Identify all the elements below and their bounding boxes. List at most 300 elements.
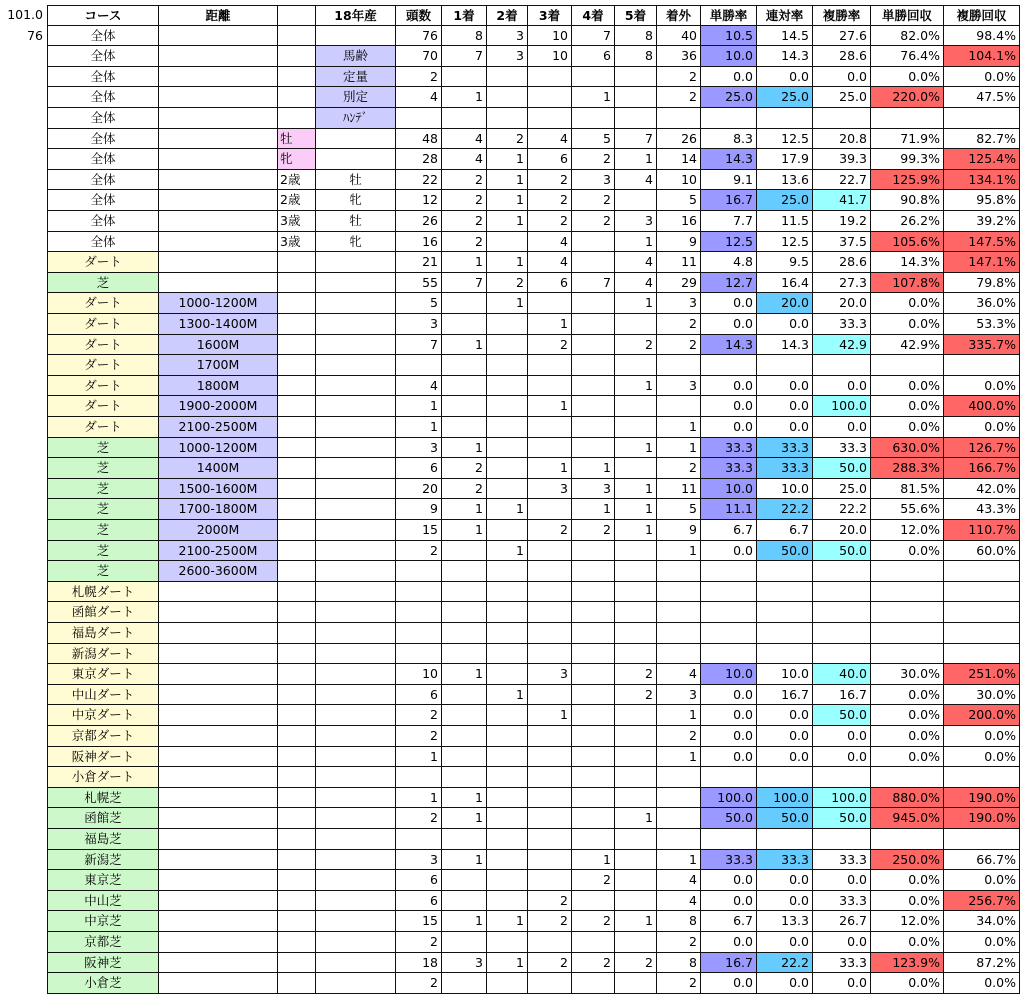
cell-c4 <box>572 293 615 314</box>
cell-ren: 9.5 <box>757 252 813 273</box>
cell-fret <box>944 829 1020 850</box>
cell-fret: 82.7% <box>944 129 1020 150</box>
cell-c4 <box>572 932 615 953</box>
cell-ren <box>757 355 813 376</box>
cell-fuku: 0.0 <box>813 870 871 891</box>
header-out: 着外 <box>657 5 701 26</box>
cell-fret: 147.5% <box>944 232 1020 253</box>
cell-win: 4.8 <box>701 252 757 273</box>
cell-sex: 牝 <box>278 149 316 170</box>
cell-n: 7 <box>396 335 442 356</box>
cell-n: 1 <box>396 747 442 768</box>
cell-c4 <box>572 747 615 768</box>
cell-ren: 20.0 <box>757 293 813 314</box>
cell-c4 <box>572 664 615 685</box>
cell-fuku <box>813 108 871 129</box>
cell-dist: 2600-3600M <box>159 561 278 582</box>
cell-fuku: 33.3 <box>813 850 871 871</box>
cell-sex <box>278 850 316 871</box>
cell-c5 <box>615 87 657 108</box>
cell-win: 0.0 <box>701 417 757 438</box>
cell-c4 <box>572 808 615 829</box>
cell-c3: 6 <box>528 149 572 170</box>
cell-c3 <box>528 67 572 88</box>
cell-c4 <box>572 438 615 459</box>
cell-course: ダート <box>47 376 159 397</box>
cell-wret: 107.8% <box>871 273 944 294</box>
cell-c5 <box>615 417 657 438</box>
cell-c2 <box>487 335 528 356</box>
cell-fret <box>944 561 1020 582</box>
cell-c5: 1 <box>615 808 657 829</box>
table-row <box>0 67 1024 88</box>
cell-c4: 2 <box>572 149 615 170</box>
cell-fret: 43.3% <box>944 499 1020 520</box>
cell-c4 <box>572 726 615 747</box>
cell-sex <box>278 623 316 644</box>
cell-course: 新潟芝 <box>47 850 159 871</box>
cell-fret: 126.7% <box>944 438 1020 459</box>
cell-fret: 60.0% <box>944 541 1020 562</box>
cell-kind <box>316 479 396 500</box>
cell-n: 2 <box>396 541 442 562</box>
cell-wret: 0.0% <box>871 705 944 726</box>
cell-ren: 13.6 <box>757 170 813 191</box>
cell-course: 阪神芝 <box>47 953 159 974</box>
cell-wret: 630.0% <box>871 438 944 459</box>
table-row <box>0 396 1024 417</box>
cell-c3: 2 <box>528 335 572 356</box>
cell-c3: 4 <box>528 129 572 150</box>
cell-c2 <box>487 870 528 891</box>
cell-dist <box>159 705 278 726</box>
cell-c1 <box>442 644 487 665</box>
cell-course: 全体 <box>47 26 159 47</box>
cell-c3 <box>528 417 572 438</box>
cell-out: 8 <box>657 953 701 974</box>
cell-kind <box>316 499 396 520</box>
cell-win: 0.0 <box>701 891 757 912</box>
cell-fuku: 25.0 <box>813 87 871 108</box>
cell-fret: 200.0% <box>944 705 1020 726</box>
cell-dist <box>159 808 278 829</box>
cell-dist <box>159 273 278 294</box>
cell-fuku: 37.5 <box>813 232 871 253</box>
cell-fuku: 100.0 <box>813 788 871 809</box>
cell-ren: 13.3 <box>757 911 813 932</box>
cell-c5: 1 <box>615 293 657 314</box>
cell-fuku: 100.0 <box>813 396 871 417</box>
cell-c2: 1 <box>487 953 528 974</box>
cell-kind <box>316 541 396 562</box>
cell-dist <box>159 26 278 47</box>
cell-ren <box>757 623 813 644</box>
cell-c2: 1 <box>487 911 528 932</box>
cell-kind <box>316 788 396 809</box>
cell-c3 <box>528 438 572 459</box>
cell-n: 26 <box>396 211 442 232</box>
cell-course: 中京ダート <box>47 705 159 726</box>
cell-c3 <box>528 870 572 891</box>
cell-fret: 47.5% <box>944 87 1020 108</box>
cell-c4 <box>572 232 615 253</box>
cell-c3: 3 <box>528 664 572 685</box>
cell-c5: 1 <box>615 520 657 541</box>
cell-c5 <box>615 355 657 376</box>
cell-ren: 0.0 <box>757 67 813 88</box>
cell-c5: 1 <box>615 438 657 459</box>
cell-n: 1 <box>396 788 442 809</box>
cell-fret: 110.7% <box>944 520 1020 541</box>
cell-sex <box>278 335 316 356</box>
cell-c5 <box>615 788 657 809</box>
cell-c1: 3 <box>442 953 487 974</box>
cell-c2 <box>487 747 528 768</box>
header-sex <box>278 5 316 26</box>
cell-course: 全体 <box>47 232 159 253</box>
cell-course: 福島ダート <box>47 623 159 644</box>
cell-wret: 0.0% <box>871 870 944 891</box>
cell-c1 <box>442 602 487 623</box>
cell-wret: 0.0% <box>871 685 944 706</box>
table-row <box>0 129 1024 150</box>
cell-n <box>396 767 442 788</box>
cell-n: 1 <box>396 417 442 438</box>
cell-kind <box>316 314 396 335</box>
cell-ren: 100.0 <box>757 788 813 809</box>
cell-kind: ﾊﾝﾃﾞ <box>316 108 396 129</box>
cell-out: 16 <box>657 211 701 232</box>
cell-c4 <box>572 314 615 335</box>
cell-win <box>701 767 757 788</box>
cell-win: 0.0 <box>701 685 757 706</box>
cell-win: 14.3 <box>701 335 757 356</box>
cell-kind <box>316 520 396 541</box>
cell-win: 0.0 <box>701 726 757 747</box>
cell-dist <box>159 767 278 788</box>
cell-kind: 馬齢 <box>316 46 396 67</box>
cell-c3: 4 <box>528 232 572 253</box>
cell-wret: 14.3% <box>871 252 944 273</box>
cell-c3 <box>528 355 572 376</box>
cell-fuku: 0.0 <box>813 973 871 994</box>
cell-fuku: 27.6 <box>813 26 871 47</box>
cell-fret: 95.8% <box>944 190 1020 211</box>
cell-fuku: 50.0 <box>813 705 871 726</box>
cell-c1 <box>442 623 487 644</box>
cell-out: 3 <box>657 685 701 706</box>
cell-c2: 2 <box>487 129 528 150</box>
cell-out: 9 <box>657 520 701 541</box>
cell-c5: 2 <box>615 685 657 706</box>
cell-kind <box>316 129 396 150</box>
cell-dist: 1000-1200M <box>159 438 278 459</box>
cell-wret: 12.0% <box>871 911 944 932</box>
table-row <box>0 479 1024 500</box>
cell-c1: 2 <box>442 170 487 191</box>
cell-course: 小倉ダート <box>47 767 159 788</box>
cell-n: 5 <box>396 293 442 314</box>
cell-n: 3 <box>396 314 442 335</box>
cell-kind <box>316 623 396 644</box>
cell-c5: 1 <box>615 232 657 253</box>
cell-dist <box>159 829 278 850</box>
cell-win: 33.3 <box>701 850 757 871</box>
cell-dist <box>159 953 278 974</box>
cell-ren <box>757 561 813 582</box>
table-row <box>0 582 1024 603</box>
cell-sex <box>278 376 316 397</box>
cell-fret: 0.0% <box>944 932 1020 953</box>
cell-kind <box>316 911 396 932</box>
cell-fuku <box>813 355 871 376</box>
cell-kind <box>316 376 396 397</box>
cell-c1 <box>442 685 487 706</box>
cell-course: ダート <box>47 396 159 417</box>
cell-ren: 12.5 <box>757 232 813 253</box>
cell-c4: 1 <box>572 850 615 871</box>
cell-c3: 2 <box>528 953 572 974</box>
cell-sex <box>278 293 316 314</box>
cell-wret: 55.6% <box>871 499 944 520</box>
cell-wret: 82.0% <box>871 26 944 47</box>
cell-c3: 2 <box>528 170 572 191</box>
cell-course: 全体 <box>47 129 159 150</box>
table-row <box>0 685 1024 706</box>
cell-kind <box>316 664 396 685</box>
cell-course: 全体 <box>47 211 159 232</box>
cell-fuku: 0.0 <box>813 376 871 397</box>
table-row <box>0 953 1024 974</box>
cell-c2 <box>487 376 528 397</box>
cell-win <box>701 602 757 623</box>
cell-c5 <box>615 705 657 726</box>
cell-fret: 256.7% <box>944 891 1020 912</box>
cell-fuku: 50.0 <box>813 808 871 829</box>
cell-sex <box>278 67 316 88</box>
cell-n: 9 <box>396 499 442 520</box>
cell-wret: 0.0% <box>871 541 944 562</box>
cell-sex <box>278 520 316 541</box>
cell-c4 <box>572 891 615 912</box>
cell-out: 11 <box>657 479 701 500</box>
cell-c5: 8 <box>615 26 657 47</box>
cell-kind <box>316 808 396 829</box>
header-n: 頭数 <box>396 5 442 26</box>
cell-kind <box>316 891 396 912</box>
cell-course: 芝 <box>47 273 159 294</box>
cell-c1 <box>442 767 487 788</box>
table-row <box>0 211 1024 232</box>
cell-fuku: 0.0 <box>813 67 871 88</box>
cell-c5: 2 <box>615 335 657 356</box>
cell-sex <box>278 808 316 829</box>
cell-c4: 6 <box>572 46 615 67</box>
cell-fret: 104.1% <box>944 46 1020 67</box>
cell-ren: 0.0 <box>757 891 813 912</box>
cell-kind <box>316 273 396 294</box>
cell-course: 芝 <box>47 438 159 459</box>
cell-wret: 945.0% <box>871 808 944 829</box>
cell-win: 0.0 <box>701 376 757 397</box>
cell-dist <box>159 891 278 912</box>
cell-ren <box>757 582 813 603</box>
cell-win <box>701 108 757 129</box>
cell-n: 20 <box>396 479 442 500</box>
cell-c4 <box>572 335 615 356</box>
cell-out <box>657 623 701 644</box>
cell-c2 <box>487 417 528 438</box>
table-row <box>0 314 1024 335</box>
cell-c4 <box>572 355 615 376</box>
cell-c2 <box>487 108 528 129</box>
cell-c1: 2 <box>442 479 487 500</box>
cell-win: 0.0 <box>701 314 757 335</box>
cell-c4 <box>572 685 615 706</box>
cell-c1 <box>442 870 487 891</box>
cell-c5: 2 <box>615 953 657 974</box>
cell-n: 6 <box>396 870 442 891</box>
table-row <box>0 46 1024 67</box>
cell-c4 <box>572 376 615 397</box>
cell-c1 <box>442 293 487 314</box>
cell-sex <box>278 438 316 459</box>
cell-c1: 2 <box>442 458 487 479</box>
cell-c3 <box>528 808 572 829</box>
cell-c4 <box>572 67 615 88</box>
cell-c1: 1 <box>442 808 487 829</box>
cell-c5 <box>615 932 657 953</box>
cell-course: 芝 <box>47 541 159 562</box>
cell-c4 <box>572 829 615 850</box>
cell-sex <box>278 314 316 335</box>
cell-c1: 4 <box>442 149 487 170</box>
cell-dist: 1800M <box>159 376 278 397</box>
cell-sex: 3歳 <box>278 211 316 232</box>
cell-sex <box>278 705 316 726</box>
cell-ren: 0.0 <box>757 870 813 891</box>
cell-kind <box>316 726 396 747</box>
cell-ren: 33.3 <box>757 458 813 479</box>
cell-win: 0.0 <box>701 293 757 314</box>
cell-fuku <box>813 829 871 850</box>
cell-wret: 90.8% <box>871 190 944 211</box>
table-row <box>0 417 1024 438</box>
cell-wret: 125.9% <box>871 170 944 191</box>
cell-c4 <box>572 252 615 273</box>
cell-c5: 4 <box>615 252 657 273</box>
cell-c5 <box>615 747 657 768</box>
cell-c2: 2 <box>487 273 528 294</box>
cell-fret <box>944 644 1020 665</box>
cell-sex <box>278 273 316 294</box>
cell-c5 <box>615 829 657 850</box>
cell-c4 <box>572 602 615 623</box>
cell-n: 4 <box>396 376 442 397</box>
cell-fuku: 27.3 <box>813 273 871 294</box>
cell-c3 <box>528 541 572 562</box>
cell-wret: 76.4% <box>871 46 944 67</box>
table-row <box>0 932 1024 953</box>
cell-course: 阪神ダート <box>47 747 159 768</box>
cell-n: 12 <box>396 190 442 211</box>
cell-win <box>701 623 757 644</box>
cell-dist <box>159 850 278 871</box>
cell-c3: 1 <box>528 705 572 726</box>
cell-out: 1 <box>657 850 701 871</box>
cell-c4: 2 <box>572 870 615 891</box>
cell-c2 <box>487 67 528 88</box>
cell-ren: 12.5 <box>757 129 813 150</box>
cell-c3: 10 <box>528 26 572 47</box>
cell-ren: 0.0 <box>757 376 813 397</box>
cell-c3: 2 <box>528 891 572 912</box>
cell-out: 5 <box>657 499 701 520</box>
cell-n: 21 <box>396 252 442 273</box>
cell-sex <box>278 479 316 500</box>
cell-fret: 39.2% <box>944 211 1020 232</box>
cell-out: 3 <box>657 293 701 314</box>
table-row <box>0 664 1024 685</box>
cell-fret: 251.0% <box>944 664 1020 685</box>
cell-c4 <box>572 561 615 582</box>
cell-out <box>657 355 701 376</box>
cell-wret <box>871 623 944 644</box>
cell-dist <box>159 211 278 232</box>
cell-ren <box>757 108 813 129</box>
cell-fret: 36.0% <box>944 293 1020 314</box>
cell-sex <box>278 46 316 67</box>
cell-kind <box>316 685 396 706</box>
cell-dist <box>159 726 278 747</box>
cell-c4 <box>572 541 615 562</box>
cell-fret <box>944 108 1020 129</box>
cell-dist <box>159 46 278 67</box>
cell-n <box>396 582 442 603</box>
cell-dist <box>159 582 278 603</box>
cell-fret: 0.0% <box>944 870 1020 891</box>
cell-wret: 0.0% <box>871 293 944 314</box>
cell-out: 2 <box>657 726 701 747</box>
table-row <box>0 561 1024 582</box>
cell-sex <box>278 108 316 129</box>
cell-course: 芝 <box>47 458 159 479</box>
cell-kind <box>316 438 396 459</box>
cell-dist <box>159 644 278 665</box>
cell-c2 <box>487 808 528 829</box>
cell-win: 8.3 <box>701 129 757 150</box>
table-row <box>0 705 1024 726</box>
cell-c1: 1 <box>442 335 487 356</box>
cell-sex <box>278 932 316 953</box>
cell-ren <box>757 602 813 623</box>
cell-out <box>657 767 701 788</box>
cell-fret: 98.4% <box>944 26 1020 47</box>
cell-c3 <box>528 685 572 706</box>
cell-c3: 2 <box>528 520 572 541</box>
header-ren: 連対率 <box>757 5 813 26</box>
cell-out: 4 <box>657 664 701 685</box>
header-course: コース <box>47 5 159 26</box>
cell-c2 <box>487 520 528 541</box>
cell-course: 東京芝 <box>47 870 159 891</box>
table-row <box>0 26 1024 47</box>
cell-wret <box>871 829 944 850</box>
cell-out: 2 <box>657 458 701 479</box>
cell-dist: 2100-2500M <box>159 541 278 562</box>
cell-n: 2 <box>396 705 442 726</box>
cell-fuku: 39.3 <box>813 149 871 170</box>
